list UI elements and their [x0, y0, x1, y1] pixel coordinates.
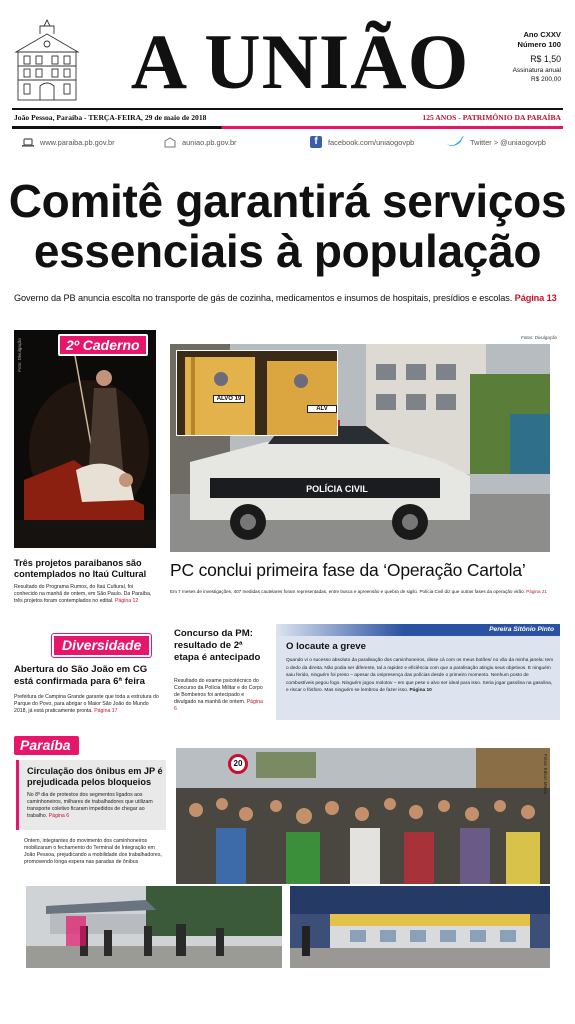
link-bar	[14, 134, 564, 150]
document-label-1: ALVO 19	[213, 395, 245, 403]
cartola-page-ref[interactable]: Página 21	[526, 589, 547, 594]
paraiba-body: No 8º dia de protestos dos segmentos ligados aos caminhoneiros, milhares de trabalhadores que utilizam transporte coletivo ficaram impedidos de chegar ao trabalho. Página 6	[27, 792, 153, 819]
diversidade-label: Diversidade	[52, 634, 151, 657]
paraiba-photo-credit: Fotos: Edson Matos	[543, 754, 548, 795]
dateline: João Pessoa, Paraíba - TERÇA-FEIRA, 29 de maio de 2018	[14, 113, 207, 122]
opinion-box	[276, 624, 560, 720]
car-door-text: POLÍCIA CIVIL	[306, 484, 368, 494]
lead-headline-line-1: Comitê garantirá serviços	[8, 175, 567, 227]
theatre-photo	[14, 330, 156, 548]
lead-page-ref[interactable]: Página 13	[514, 293, 557, 303]
caderno-label: 2º Caderno	[58, 334, 148, 356]
building-logo-icon	[12, 18, 82, 104]
laptop-icon	[22, 138, 34, 149]
masthead-title: A UNIÃO	[130, 18, 470, 105]
caderno-page-ref[interactable]: Página 12	[114, 598, 139, 604]
paraiba-headline: Circulação dos ônibus em JP é prejudicada pelos bloqueios	[27, 766, 163, 787]
lead-headline-line-2: essenciais à população	[33, 225, 542, 277]
bus-stop-photo	[26, 886, 282, 968]
concurso-body: Resultado do exame psicotécnico do Concurso da Polícia Militar e do Corpo de Bombeiros foi antecipado e divulgado na manhã de ontem. Página 6	[174, 678, 263, 712]
crowd-photo	[176, 748, 550, 884]
caderno-body: Resultado do Programa Rumos, do Itaú Cultural, foi conhecido na manhã de ontem, em São Paulo. Da Paraíba, três projetos foram contemplados no edital. Página 12	[14, 584, 152, 604]
building-small-icon	[164, 136, 176, 150]
subscription-label: Assinatura anual	[512, 67, 561, 74]
documents-inset-photo	[176, 350, 338, 436]
concurso-page-ref[interactable]: Página 6	[174, 699, 263, 712]
lead-deck-text: Governo da PB anuncia escolta no transporte de gás de cozinha, medicamentos e insumos de hospitais, presídios e escolas.	[14, 293, 513, 303]
opinion-title: O locaute a greve	[286, 641, 366, 652]
diversidade-body: Prefeitura de Campina Grande garante que toda a estrutura do Parque do Povo, para abrigar o Maior São João do Mundo 2018, já está praticamente pronta. Página 17	[14, 694, 159, 714]
lead-deck	[14, 293, 564, 303]
cartola-photo-credit: Fotos: Divulgação	[520, 335, 557, 340]
edition-number: Número 100	[517, 40, 561, 49]
paraiba-story-box	[16, 760, 166, 830]
facebook-link[interactable]: facebook.com/uniaogovpb	[328, 138, 415, 147]
twitter-link[interactable]: Twitter > @uniaogovpb	[470, 138, 546, 147]
caderno-headline: Três projetos paraibanos são contemplados no Itaú Cultural	[14, 558, 147, 579]
subscription-price: R$ 200,00	[531, 76, 561, 83]
terminal-photo	[290, 886, 550, 968]
auniao-link[interactable]: auniao.pb.gov.br	[182, 138, 237, 147]
cover-price: R$ 1,50	[530, 54, 561, 64]
facebook-icon: f	[310, 136, 322, 148]
diversidade-page-ref[interactable]: Página 17	[94, 708, 118, 714]
speed-limit-sign-icon: 20	[228, 754, 248, 774]
diversidade-headline: Abertura do São João em CG está confirmada para 6ª feira	[14, 664, 148, 687]
opinion-body: Quando vi o sucesso absoluto da paralisação dos caminhoneiros, disse cá com os meus botões/ no vão da minha janela: tem o dedo da direita. Não podia ser diferente, tal a rapidez e eficiência com que a paralisação atingiu seus objetivos. E ninguém saiu ferido, ninguém foi preso – apesar da onipresença das polícias desde o primeiro momento. Nenhum posto de combustíveis pegou fogo. Ninguém jogou molotov – em que pese o alvo ser ideal para isso. Seria jogar gasolina na gasolina, e riscar o fósforo. Mas ninguém se lembrou de fazer isso. Página 10	[286, 658, 554, 694]
concurso-headline: Concurso da PM: resultado de 2ª etapa é antecipado	[174, 628, 261, 663]
masthead	[0, 0, 575, 110]
twitter-bird-icon	[446, 136, 464, 149]
cartola-headline: PC conclui primeira fase da ‘Operação Cartola’	[170, 560, 526, 580]
paraiba-label: Paraíba	[14, 736, 79, 755]
lead-headline	[0, 176, 575, 276]
document-label-2: ALV	[307, 405, 337, 413]
theatre-photo-credit: Foto: Divulgação	[17, 338, 22, 372]
opinion-page-ref[interactable]: Página 10	[409, 688, 432, 694]
site-link[interactable]: www.paraiba.pb.gov.br	[40, 138, 115, 147]
edition-year: Ano CXXV	[523, 30, 561, 39]
pink-rule	[12, 126, 563, 129]
paraiba-page-ref[interactable]: Página 6	[48, 813, 70, 819]
opinion-author: Pereira Sitônio Pinto	[489, 626, 554, 633]
paraiba-photo-caption: Ontem, integrantes do movimento dos caminhoneiros mobilizaram o fechamento do Terminal de Integração em João Pessoa, prejudicando a mobilidade dos trabalhadores, promovendo longa espera nas paradas de ônibus	[24, 838, 162, 865]
slogan: 125 ANOS - PATRIMÔNIO DA PARAÍBA	[422, 113, 561, 122]
cartola-body: Em 7 meses de investigações, 407 medidas cautelares foram representadas, entre busca e apreensão e quebra de sigilo. Polícia Civil diz que outras fases da operação virão. Página 21	[170, 589, 547, 594]
